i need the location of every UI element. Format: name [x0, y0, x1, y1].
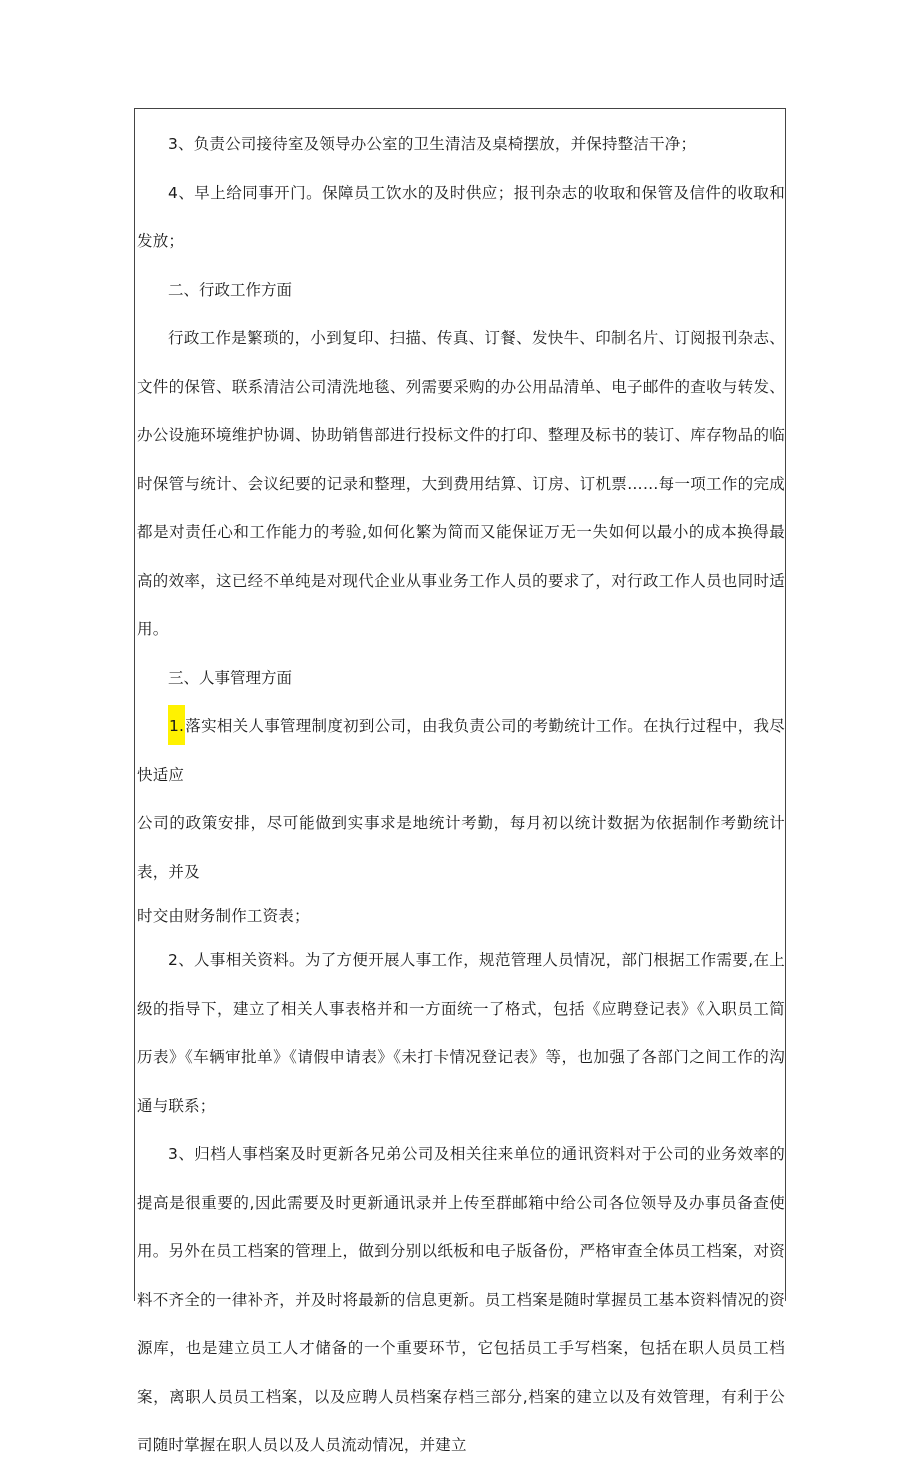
- document-body: [137, 120, 785, 1470]
- paragraph-attendance: [137, 702, 785, 799]
- paragraph-cleaning-duty: 3、负责公司接待室及领导办公室的卫生清洁及桌椅摆放，并保持整洁干净；: [168, 135, 697, 153]
- attendance-line-3: 时交由财务制作工资表；: [137, 907, 310, 925]
- attendance-line-1: 落实相关人事管理制度初到公司，由我负责公司的考勤统计工作。在执行过程中，我尽快适应: [137, 717, 785, 784]
- paragraph-personnel-archives: 3、归档人事档案及时更新各兄弟公司及相关往来单位的通讯资料对于公司的业务效率的提高是很重要的,因此需要及时更新通讯录并上传至群邮箱中给公司各位领导及办事员备查使用。另外在员工档案的管理上，做到分别以纸板和电子版备份，严格审查全体员工档案，对资料不齐全的一律补齐，并及时将最新的信息更新。员工档案是随时掌握员工基本资料情况的资源库，也是建立员工人才储备的一个重要环节，它包括员工手写档案，包括在职人员员工档案，离职人员员工档案，以及应聘人员档案存档三部分,档案的建立以及有效管理，有利于公司随时掌握在职人员以及人员流动情况，并建立: [137, 1145, 785, 1454]
- paragraph-morning-duty: 4、早上给同事开门。保障员工饮水的及时供应；报刊杂志的收取和保管及信件的收取和发放；: [137, 183, 785, 250]
- highlighted-item-number: 1.: [168, 705, 185, 745]
- paragraph-administration-work: 行政工作是繁琐的，小到复印、扫描、传真、订餐、发快牛、印制名片、订阅报刊杂志、文件的保管、联系清洁公司清洗地毯、列需要采购的办公用品清单、电子邮件的查收与转发、办公设施环境维护协调、协助销售部进行投标文件的打印、整理及标书的装订、库存物品的临时保管与统计、会议纪要的记录和整理，大到费用结算、订房、订机票……每一项工作的完成都是对责任心和工作能力的考验,如何化繁为简而又能保证万无一失如何以最小的成本换得最高的效率，这已经不单纯是对现代企业从事业务工作人员的要求了，对行政工作人员也同时适用。: [137, 329, 785, 638]
- paragraph-personnel-forms: 2、人事相关资料。为了方便开展人事工作，规范管理人员情况，部门根据工作需要,在上级的指导下，建立了相关人事表格并和一方面统一了格式，包括《应聘登记表》《入职员工简历表》《车辆审批单》《请假申请表》《未打卡情况登记表》等，也加强了各部门之间工作的沟通与联系；: [137, 951, 785, 1115]
- attendance-line-2: 公司的政策安排，尽可能做到实事求是地统计考勤，每月初以统计数据为依据制作考勤统计表，并及: [137, 814, 785, 881]
- section-heading-administration: 二、行政工作方面: [168, 280, 293, 299]
- section-heading-personnel: 三、人事管理方面: [168, 668, 293, 687]
